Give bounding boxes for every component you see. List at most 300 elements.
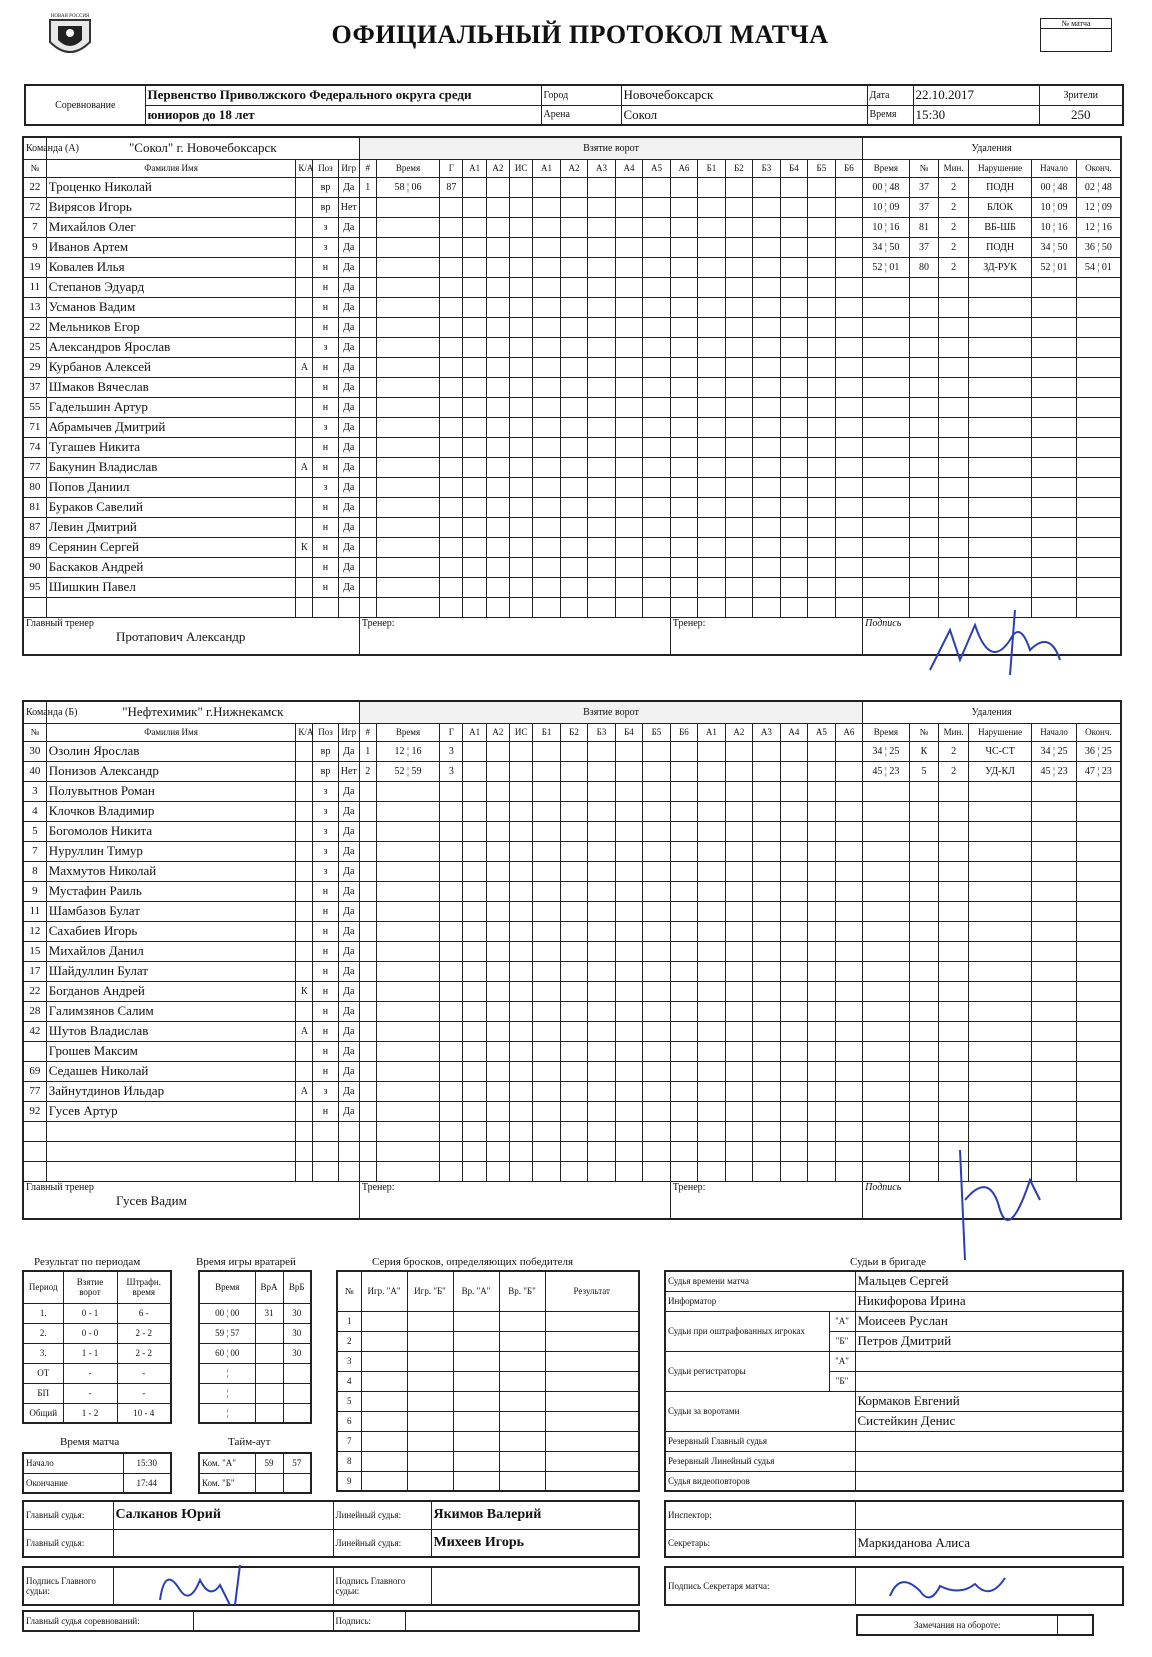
sub-cell: [533, 881, 560, 901]
sub-cell: [643, 941, 670, 961]
pen-start-min: 45: [1040, 765, 1051, 777]
pen-empty-cell: [968, 801, 1031, 821]
player-position: [313, 1121, 338, 1141]
goal-empty-cell: [510, 781, 533, 801]
sub-cell: [560, 781, 587, 801]
penalty-judge-a: Моисеев Руслан: [855, 1311, 1123, 1331]
goal-empty-cell: [463, 297, 486, 317]
time-value: 15:30: [913, 105, 1039, 125]
goal-number: 1: [359, 177, 376, 197]
sub-cell: [560, 477, 587, 497]
sub-cell: [725, 557, 752, 577]
sub-cell: [615, 741, 642, 761]
sub-cell: [643, 861, 670, 881]
sub-cell: [753, 1001, 780, 1021]
pen-empty-cell: [863, 781, 910, 801]
pen-empty-cell: [863, 1161, 910, 1181]
period-row: [23, 1403, 171, 1423]
sub-cell: [533, 841, 560, 861]
player-number: 71: [23, 417, 46, 437]
pen-empty-cell: [968, 337, 1031, 357]
shootout-table: [336, 1270, 640, 1492]
gk-a: [255, 1323, 283, 1343]
sub-cell: [588, 961, 615, 981]
sub-cell: [533, 981, 560, 1001]
goal-time-min: 12: [394, 745, 405, 757]
sub-cell: [808, 437, 835, 457]
player-plays: Да: [338, 921, 359, 941]
goal-scorer: 3: [440, 741, 463, 761]
sub-cell: [753, 1141, 780, 1161]
pen-empty-cell: [909, 337, 939, 357]
player-number: 89: [23, 537, 46, 557]
pen-player: 5: [909, 761, 939, 781]
period-goals-b: 2: [93, 1407, 99, 1418]
goal-empty-cell: [463, 1161, 486, 1181]
sub-cell: [780, 257, 807, 277]
sub-cell: [835, 357, 863, 377]
shootout-cell: [407, 1351, 453, 1371]
teamA-col-pen-no: №: [909, 159, 939, 177]
shootout-cell: [499, 1391, 545, 1411]
sub-cell: [588, 1001, 615, 1021]
pen-empty-cell: [909, 1121, 939, 1141]
pen-start: [1032, 741, 1076, 761]
goal-empty-cell: [376, 981, 439, 1001]
sub-cell: [698, 821, 725, 841]
sub-cell: [533, 557, 560, 577]
sub-cell: [835, 397, 863, 417]
match-time-table: [22, 1452, 172, 1494]
sub-cell: [835, 1161, 863, 1181]
secretary-value: Маркиданова Алиса: [855, 1529, 1123, 1557]
goal-empty-cell: [486, 417, 509, 437]
goal-a2: [486, 741, 509, 761]
sub-cell: [808, 981, 835, 1001]
player-position: н: [313, 921, 338, 941]
goal-empty-cell: [510, 1001, 533, 1021]
teamB-signature: Подпись: [863, 1181, 1121, 1219]
player-position: вр: [313, 741, 338, 761]
goal-empty-cell: [359, 537, 376, 557]
sub-cell: [670, 861, 697, 881]
sub-cell: [780, 197, 807, 217]
sub-cell: [670, 237, 697, 257]
teamB-player-row: [23, 781, 1121, 801]
pen-empty-cell: [1032, 1121, 1076, 1141]
sub-cell: [588, 881, 615, 901]
player-position: н: [313, 357, 338, 377]
pen-empty-cell: [939, 577, 969, 597]
sub-cell: [780, 217, 807, 237]
shootout-cell: [545, 1351, 639, 1371]
competition-line1: Первенство Приволжского Федерального округа среди: [145, 85, 541, 105]
goal-empty-cell: [463, 217, 486, 237]
player-plays: Да: [338, 1101, 359, 1121]
sub-cell: [560, 237, 587, 257]
sub-cell: [615, 781, 642, 801]
teamA-player-row: [23, 377, 1121, 397]
period-goals: [63, 1403, 117, 1423]
sub-cell: [560, 1021, 587, 1041]
sub-cell: [588, 497, 615, 517]
goal-empty-cell: [440, 1061, 463, 1081]
sub-cell: [670, 1121, 697, 1141]
goal-time-sec: 16: [411, 745, 422, 757]
pen-player: 81: [909, 217, 939, 237]
inspector-table: [664, 1500, 1124, 1558]
sub-cell: [588, 557, 615, 577]
pen-empty-cell: [1032, 377, 1076, 397]
pen-empty-cell: [968, 557, 1031, 577]
goal-empty-cell: [486, 477, 509, 497]
sub-cell: [643, 921, 670, 941]
goal-empty-cell: [510, 357, 533, 377]
timeout-a-label: Ком. "А": [199, 1453, 255, 1473]
goal-time: [376, 741, 439, 761]
player-plays: Да: [338, 297, 359, 317]
goal-empty-cell: [359, 901, 376, 921]
sub-cell: [808, 517, 835, 537]
period-row: [23, 1303, 171, 1323]
sub-cell: [753, 741, 780, 761]
sub-cell: [533, 297, 560, 317]
competition-ref-row: [22, 1610, 640, 1632]
sub-cell: [670, 1161, 697, 1181]
pen-empty-cell: [1076, 597, 1121, 617]
goal-empty-cell: [486, 597, 509, 617]
pen-empty-cell: [1076, 477, 1121, 497]
shootout-cell: [499, 1311, 545, 1331]
player-position: н: [313, 577, 338, 597]
sub-cell: [643, 337, 670, 357]
sub-cell: [725, 397, 752, 417]
player-ka: [296, 1041, 313, 1061]
shootout-cell: [361, 1411, 407, 1431]
pen-time-sec: 09: [889, 201, 900, 213]
sub-cell: [588, 741, 615, 761]
sub-cell: [698, 901, 725, 921]
pen-empty-cell: [939, 881, 969, 901]
sub-cell: [533, 1001, 560, 1021]
pen-empty-cell: [1032, 417, 1076, 437]
sub-cell: [533, 1101, 560, 1121]
goal-empty-cell: [376, 901, 439, 921]
sub-cell: [753, 297, 780, 317]
goal-empty-cell: [510, 537, 533, 557]
teamA-player-row: [23, 317, 1121, 337]
sub-cell: [808, 477, 835, 497]
timeout-title: Тайм-аут: [228, 1436, 271, 1448]
sub-cell: [670, 821, 697, 841]
sub-cell: [835, 861, 863, 881]
sub-cell: [698, 1081, 725, 1101]
sub-cell: [533, 821, 560, 841]
sub-cell: [698, 1101, 725, 1121]
player-name: Гадельшин Артур: [46, 397, 296, 417]
player-plays: Да: [338, 981, 359, 1001]
goal-empty-cell: [463, 577, 486, 597]
player-position: н: [313, 457, 338, 477]
sub-cell: [725, 377, 752, 397]
sub-cell: [588, 257, 615, 277]
pen-empty-cell: [863, 901, 910, 921]
period-pen: [117, 1323, 171, 1343]
player-number: 17: [23, 961, 46, 981]
pen-empty-cell: [968, 297, 1031, 317]
player-plays: Да: [338, 257, 359, 277]
shootout-cell: [361, 1351, 407, 1371]
pen-empty-cell: [968, 921, 1031, 941]
sub-cell: [808, 297, 835, 317]
score-sep: -: [86, 1348, 94, 1358]
sub-cell: [643, 517, 670, 537]
player-name: Седашев Николай: [46, 1061, 296, 1081]
shootout-number: 9: [337, 1471, 361, 1491]
gk-b: [283, 1363, 311, 1383]
sub-cell: [753, 1021, 780, 1041]
pen-empty-cell: [1032, 457, 1076, 477]
arena-value: Сокол: [621, 105, 867, 125]
player-number: 40: [23, 761, 46, 781]
player-plays: Да: [338, 1041, 359, 1061]
sub-cell: [725, 257, 752, 277]
goal-empty-cell: [359, 881, 376, 901]
pen-start: [1032, 197, 1076, 217]
goal-empty-cell: [440, 1101, 463, 1121]
time-sep: ¦: [882, 261, 890, 273]
pen-empty-cell: [1032, 577, 1076, 597]
pen-start-sec: 50: [1057, 241, 1068, 253]
shootout-cell: [545, 1331, 639, 1351]
sub-cell: [643, 317, 670, 337]
sub-cell: [588, 337, 615, 357]
goal-empty-cell: [463, 237, 486, 257]
pen-empty-cell: [939, 981, 969, 1001]
player-plays: [338, 1161, 359, 1181]
sub-cell: [588, 517, 615, 537]
goal-empty-cell: [440, 1021, 463, 1041]
sub-cell: [670, 901, 697, 921]
sub-cell: [725, 1141, 752, 1161]
gk-a: [255, 1383, 283, 1403]
period-pen-a: 10: [133, 1407, 143, 1418]
sub-cell: [560, 357, 587, 377]
sig-main-label: Подпись Главного судьи:: [23, 1567, 113, 1605]
goal-empty-cell: [486, 437, 509, 457]
goal-empty-cell: [376, 781, 439, 801]
time-sep: ¦: [1094, 261, 1102, 273]
goal-empty-cell: [510, 921, 533, 941]
sub-cell: [588, 577, 615, 597]
pen-empty-cell: [968, 317, 1031, 337]
pen-end-min: 36: [1084, 241, 1095, 253]
pen-end: [1076, 237, 1121, 257]
pen-time-sec: 01: [889, 261, 900, 273]
pen-empty-cell: [1076, 437, 1121, 457]
sub-cell: [670, 801, 697, 821]
pen-empty-cell: [1032, 497, 1076, 517]
pen-start-sec: 16: [1057, 221, 1068, 233]
time-sep: ¦: [1050, 745, 1058, 757]
goal-time-min: 52: [394, 765, 405, 777]
player-ka: [296, 941, 313, 961]
sub-cell: [780, 1041, 807, 1061]
sub-cell: [753, 277, 780, 297]
teamB-col-sub-3: Б4: [615, 723, 642, 741]
goal-empty-cell: [510, 801, 533, 821]
sub-cell: [698, 457, 725, 477]
teamB-player-row: [23, 881, 1121, 901]
pen-player: 37: [909, 177, 939, 197]
sub-cell: [780, 397, 807, 417]
competition-table: [24, 84, 1124, 126]
goal-empty-cell: [510, 941, 533, 961]
sub-cell: [670, 961, 697, 981]
pen-minutes: 2: [939, 197, 969, 217]
pen-empty-cell: [1032, 517, 1076, 537]
goal-empty-cell: [486, 237, 509, 257]
line-ref-1: Якимов Валерий: [431, 1501, 639, 1529]
sub-cell: [670, 981, 697, 1001]
goal-empty-cell: [440, 397, 463, 417]
period-goals-a: 1: [81, 1348, 87, 1358]
sub-cell: [753, 357, 780, 377]
sub-cell: [725, 277, 752, 297]
sub-cell: [643, 357, 670, 377]
period-pen-header: Штрафн. время: [117, 1271, 171, 1303]
pen-end: [1076, 741, 1121, 761]
player-plays: Да: [338, 277, 359, 297]
pen-start-sec: 01: [1057, 261, 1068, 273]
teamB-player-row: [23, 1061, 1121, 1081]
pen-start: [1032, 217, 1076, 237]
shootout-cell: [407, 1471, 453, 1491]
sub-cell: [643, 801, 670, 821]
sub-cell: [835, 557, 863, 577]
sub-cell: [725, 801, 752, 821]
sub-cell: [835, 197, 863, 217]
shootout-row: [337, 1431, 639, 1451]
player-name: Попов Даниил: [46, 477, 296, 497]
sub-cell: [808, 881, 835, 901]
sub-cell: [725, 921, 752, 941]
sub-cell: [560, 1001, 587, 1021]
pen-empty-cell: [909, 1021, 939, 1041]
pen-empty-cell: [909, 577, 939, 597]
goal-empty-cell: [510, 1081, 533, 1101]
player-position: з: [313, 417, 338, 437]
shootout-cell: [545, 1411, 639, 1431]
player-plays: Да: [338, 881, 359, 901]
gk-time: [199, 1343, 255, 1363]
sub-cell: [560, 197, 587, 217]
shootout-cell: [361, 1311, 407, 1331]
periods-title: Результат по периодам: [34, 1256, 141, 1268]
goal-empty-cell: [486, 537, 509, 557]
sub-cell: [588, 981, 615, 1001]
sub-cell: [533, 801, 560, 821]
teamA-col-pen-start: Начало: [1032, 159, 1076, 177]
pen-empty-cell: [863, 517, 910, 537]
pen-empty-cell: [968, 517, 1031, 537]
shootout-col-0: №: [337, 1271, 361, 1311]
teamB-col-pen-end: Оконч.: [1076, 723, 1121, 741]
time-sep: ¦: [1050, 221, 1058, 233]
pen-empty-cell: [1076, 1161, 1121, 1181]
sub-cell: [615, 457, 642, 477]
sub-cell: [725, 841, 752, 861]
sub-cell: [615, 597, 642, 617]
period-pen-b: 2: [147, 1328, 152, 1338]
sub-cell: [698, 577, 725, 597]
goal-empty-cell: [376, 537, 439, 557]
sub-cell: [560, 597, 587, 617]
shootout-cell: [453, 1311, 499, 1331]
goal-empty-cell: [486, 1141, 509, 1161]
pen-empty-cell: [968, 1021, 1031, 1041]
pen-time-min: 34: [872, 241, 883, 253]
shootout-number: 7: [337, 1431, 361, 1451]
pen-empty-cell: [863, 1081, 910, 1101]
sub-cell: [560, 497, 587, 517]
sub-cell: [615, 517, 642, 537]
sub-cell: [560, 861, 587, 881]
pen-empty-cell: [1076, 357, 1121, 377]
player-name: Усманов Вадим: [46, 297, 296, 317]
sub-cell: [808, 1101, 835, 1121]
sub-cell: [753, 517, 780, 537]
goal-empty-cell: [376, 861, 439, 881]
sub-cell: [808, 217, 835, 237]
player-ka: [296, 821, 313, 841]
goal-empty-cell: [510, 821, 533, 841]
pen-empty-cell: [968, 1081, 1031, 1101]
gk-time: [199, 1303, 255, 1323]
teamB-player-row: [23, 1101, 1121, 1121]
pen-empty-cell: [1076, 1001, 1121, 1021]
player-name: Абрамычев Дмитрий: [46, 417, 296, 437]
sub-cell: [533, 921, 560, 941]
player-position: вр: [313, 761, 338, 781]
sub-cell: [808, 921, 835, 941]
player-number: 13: [23, 297, 46, 317]
pen-empty-cell: [939, 277, 969, 297]
main-ref-1: Салканов Юрий: [113, 1501, 333, 1529]
gk-a-header: ВрА: [255, 1271, 283, 1303]
shootout-cell: [499, 1471, 545, 1491]
timeout-table: [198, 1452, 312, 1494]
sub-cell: [753, 397, 780, 417]
time-sep: ¦: [224, 1348, 231, 1358]
sub-cell: [533, 337, 560, 357]
sub-cell: [753, 457, 780, 477]
sub-cell: [533, 317, 560, 337]
player-ka: [296, 577, 313, 597]
pen-empty-cell: [1032, 277, 1076, 297]
sub-cell: [643, 497, 670, 517]
sub-cell: [753, 761, 780, 781]
pen-start-sec: 25: [1057, 745, 1068, 757]
sub-cell: [560, 297, 587, 317]
pen-empty-cell: [863, 1001, 910, 1021]
sub-cell: [643, 437, 670, 457]
teamB-head-coach-cell: [23, 1181, 359, 1219]
player-number: 7: [23, 217, 46, 237]
pen-empty-cell: [1032, 317, 1076, 337]
pen-empty-cell: [909, 497, 939, 517]
goal-empty-cell: [486, 841, 509, 861]
